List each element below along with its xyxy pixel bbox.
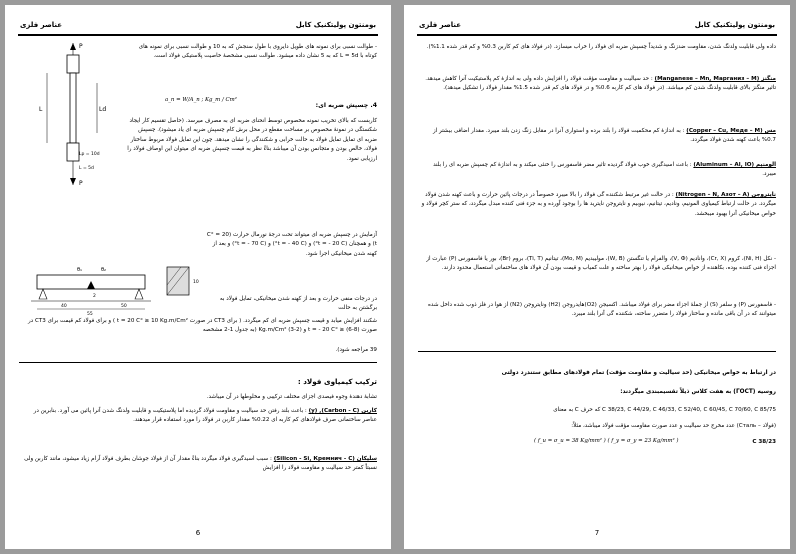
fig2-dim-10: 10 [193,280,199,285]
example-formula: ( f_u = σ_u = 38 Kg/mm² ) ( f_y = σ_y = 23 Kg/mm² ) [534,438,679,444]
impact-formula: a_n = W/A_n ; Kg_m / Cm² [165,97,237,103]
chapter-title-right: عناصر فلزی [419,21,462,29]
page-number-right: 7 [594,529,600,537]
harmful-elements-paragraph: - فاسفورس (P) و سلفر (S) از جملهٔ اجزاء مضر برای فولاد میباشد. اکسیجن (O2)هایدروجن (H2) ونایتروجن (N2) از هوا در فلز ذوب شده داخل شده میتوانند که در آن باقی مانده و ساختار فولاد را متضرر ساخته، شکننده گی آنرا بلند میبرد. [427,302,776,318]
section-divider [19,362,377,363]
fig2-theta2: θ₂ [101,267,107,273]
aluminum-paragraph [418,161,776,180]
example-label: C 38/23 [752,439,776,445]
fig2-theta1: θ₁ [77,267,83,273]
copper-term: مس (Copper – Cu, Меде – M) [686,128,776,134]
page-left [5,5,391,549]
steel-classes-explanation: (فولاد – Сталь) عدد مخرج حد سیالیت و عدد صورت مقاومت مؤقت فولاد میباشد، مثلاً: [571,423,776,429]
steel-class-title: در ارتباط به خواص میخانیکی (حد سیالیت و مقاومت مؤقت) تمام فولادهای مطابق ستندرد دولتی [501,370,776,376]
alloying-paragraph: - نکل (Ni, H)، کروم (Cr, X)، وانادیم (V, Ф)، والفرام یا تنگستن (W, B)، مولیبدیم (Mo, M)، تیتانیم (Ti, T)، بروم (Br)، بور یا فاسفورس (P) عبارت از اجزاء فنی کننده بوده، بکاهنده از خواص میخانیکی فولاد را بهتر ساخته و علت کمیاب و قیمت بودن آن فولاد های ساختمانی استعمال محدود دارند. [426,256,776,272]
silicon-continuation: داده ولی قابلیت ولدنگ شدن، مقاومت ضدزنگ و شدیداً چسپش ضربه ای فولاد را خراب میسازد. (در فولاد های کم کاربن 0.3% و کم قدر شده 1.1%). [426,44,776,50]
page-header-right [417,18,777,36]
section-chemical-title: ترکیب کیمیاوی فولاد : [297,377,377,386]
fig1-label-ld: Ld [99,106,107,113]
silicon-text: : سبب اسیدگیری فولاد میگردد بناءً مقدار آن از فولاد جوشان بطرف فولاد آرام زیاد میشود، مانند کاربن ولی نسبتاً کمتر حد سیالیت و مقاومت فولاد را افزایش [24,456,377,472]
manganese-term: منگنز (Manganese – Mn, Марганиз – M) [654,76,776,82]
chapter-title: عناصر فلزی [20,21,63,29]
aluminum-term: الومنیم (Aluminum – Al, IO) [693,162,776,168]
nitrogen-paragraph [418,191,776,219]
nitrogen-term: نایتروجن (Nitrogen – N, Азот – A) [675,192,776,198]
book-title: بومنتون پولیتکنیک کابل [295,21,376,29]
steel-classes-list: C 38/23, C 44/29, C 46/33, C 52/40, C 60/45, C 70/60, C 85/75 که حرف C به معنای [553,407,776,413]
fig2-dim-40: 40 [61,304,67,309]
para-impact: کاربست که بالای تخریب نمونه مخصوص توسط انحنای ضربه ای به مصرف میرسد. (حاصل تقسیم کار ایجاد شکستگی در نمونهٔ مخصوص بر مساحت مقطع در محل برش کام چسپش ضربه ای یاد میشود). چسپش ضربه ای تمایل تمایل فولاد به حالت خرابی و شکنندگی را نشان میدهد. چون این تمایل فولاد مربوط ساختار فولاد، خالص بودن و متجانس بودن آن میباشد بناءً نظر به قیمت چسپش ضربه ای میتوان این اوصاف فولاد را ارزیابی نمود. [127,118,377,162]
section-divider-right [418,351,776,352]
notched-bar-figure [17,257,203,315]
para-elongation: - طوالت نسبی برای نمونه های طویل دایروی با طول سنجش که به 10 و طوالت نسبی برای نمونه های کوتاه با L = 5d که به 5 نشان داده میشود. طوالت نسبی مشخصهٔ خاصیت پلاستیکی فولاد است. [138,44,377,60]
aluminum-text: : باعث اسیدگیری خوب فولاد گردیده تاثیر مضر فاسفورس را خنثی میکند و به اندازهٔ کم چسپش ضربه ای را بلند میبرد. [433,162,776,178]
page-right [404,5,790,549]
page-header [18,18,378,36]
nitrogen-text: : در حالت غیر مرتبط شکننده گی فولاد را بالا میبرد خصوصاً در درجات پائین حرارت و باعث کهنه شدن فولاد میگردد. در حالت ارتباط کیمیاوی المونیم، وناديم، تیتانیم، نیوبیم و نایتروجن نایترید ها را بوجود آورده و به جزء فنی کننده مبدل میگردد، که ستر کچر فولاد و خواص میخانیکی آنرا بهبود میبخشد. [421,192,776,217]
steel-class-title-2: روسیه (ГОСТ) به هفت کلاس ذیلاً تقسیمبندی میگردند: [620,389,776,395]
fig1-label-p: P [79,43,83,50]
manganese-text: : حد سیالیت و مقاومت مؤقت فولاد را افزایش داده ولی به اندازهٔ کم پلاستیکیت آنرا کاهش میدهد. تاثیر منگنز بالای قابلیت ولدنگ شدن کم میباشد. (در فولاد های کم کاربه 0.6% و در فولاد های کم قدر شده 1.5% مقدار فولاد را تشکیل میدهد). [425,76,776,92]
para-temperature: آزمایش در چسپش ضربه ای میتواند تحت درجهٔ نورمال حرارت (20 C° = t) و همچنان (t = - 20 C°) و (t = - 40 C°) و (t = - 70 C°) و بعد از کهنه شدن میخانیکی اجرا شود. [206,232,377,257]
silicon-paragraph [19,455,377,474]
carbon-paragraph [19,407,377,426]
silicon-term: سلیکان (Silicon - Si, Кремнич - C) [273,456,377,462]
carbon-term: کاربن (Carbon - C), (y) [308,408,377,414]
copper-paragraph [418,127,776,146]
fig1-label-l: L [39,106,43,113]
item-impact-title: 4. چسپش ضربه ای: [315,102,377,109]
fig2-dim-55: 55 [87,312,93,315]
fig1-label-p2: P [79,180,83,187]
tensile-specimen-figure [27,39,119,189]
page-number-left: 6 [195,529,201,537]
fig2-dim-2: 2 [93,294,96,299]
para-temperature-c: شکنند افزایش میابد و قیمت چسپش ضربه ای کم میگردد. ( برای CT3 در صورت t = 20 C° ≥ 10 Kg.m/Cm² ) و برای فولاد کم قیمت برای CT3 در صورت t = - 20 C° ≥ (6-8) و (2-3) Kg.m/Cm² (به جدول 1-2 مشخصه [27,318,377,334]
carbon-text: : باعث بلند رفتن حد سیالیت و مقاومت فولاد گردیده اما پلاستیکیت و قابلیت ولدنگ شدن آنرا پائین می آورد. بنابرین در عناصر ساختمانی صرف فولادهای کم کاربه ای 0.22% مقدار کاربن در فولاد را مورد استفاده قرار میدهند. [33,408,377,424]
fig1-label-lp: Lp = 10d [79,152,100,157]
fig1-label-ls: L = 5d [79,166,94,171]
fig2-dim-50: 50 [121,304,127,309]
para-temperature-b: در درجات منفی حرارت و بعد از کهنه شدن میخانیکی، تمایل فولاد به برگشتن به حالت [219,296,377,312]
book-title-right: بومنتون پولیتکنیک کابل [694,21,775,29]
manganese-paragraph [418,75,776,94]
para-temperature-d: 39 مراجعه شود). [335,347,377,353]
section-chemical-intro: تشابهٔ دهندهٔ وجوه فیصدی اجزای مختلف ترکیبی و مخلوطها در آن میباشد. [206,394,377,400]
copper-text: : به اندازهٔ کم محکمیت فولاد را بلند برده و استواری آنرا در مقابل زنگ زدن بلند میبرد. مقدار اضافی بیشتر از 0.7% باعث کهنه شدن فولاد میگردد. [433,128,776,144]
